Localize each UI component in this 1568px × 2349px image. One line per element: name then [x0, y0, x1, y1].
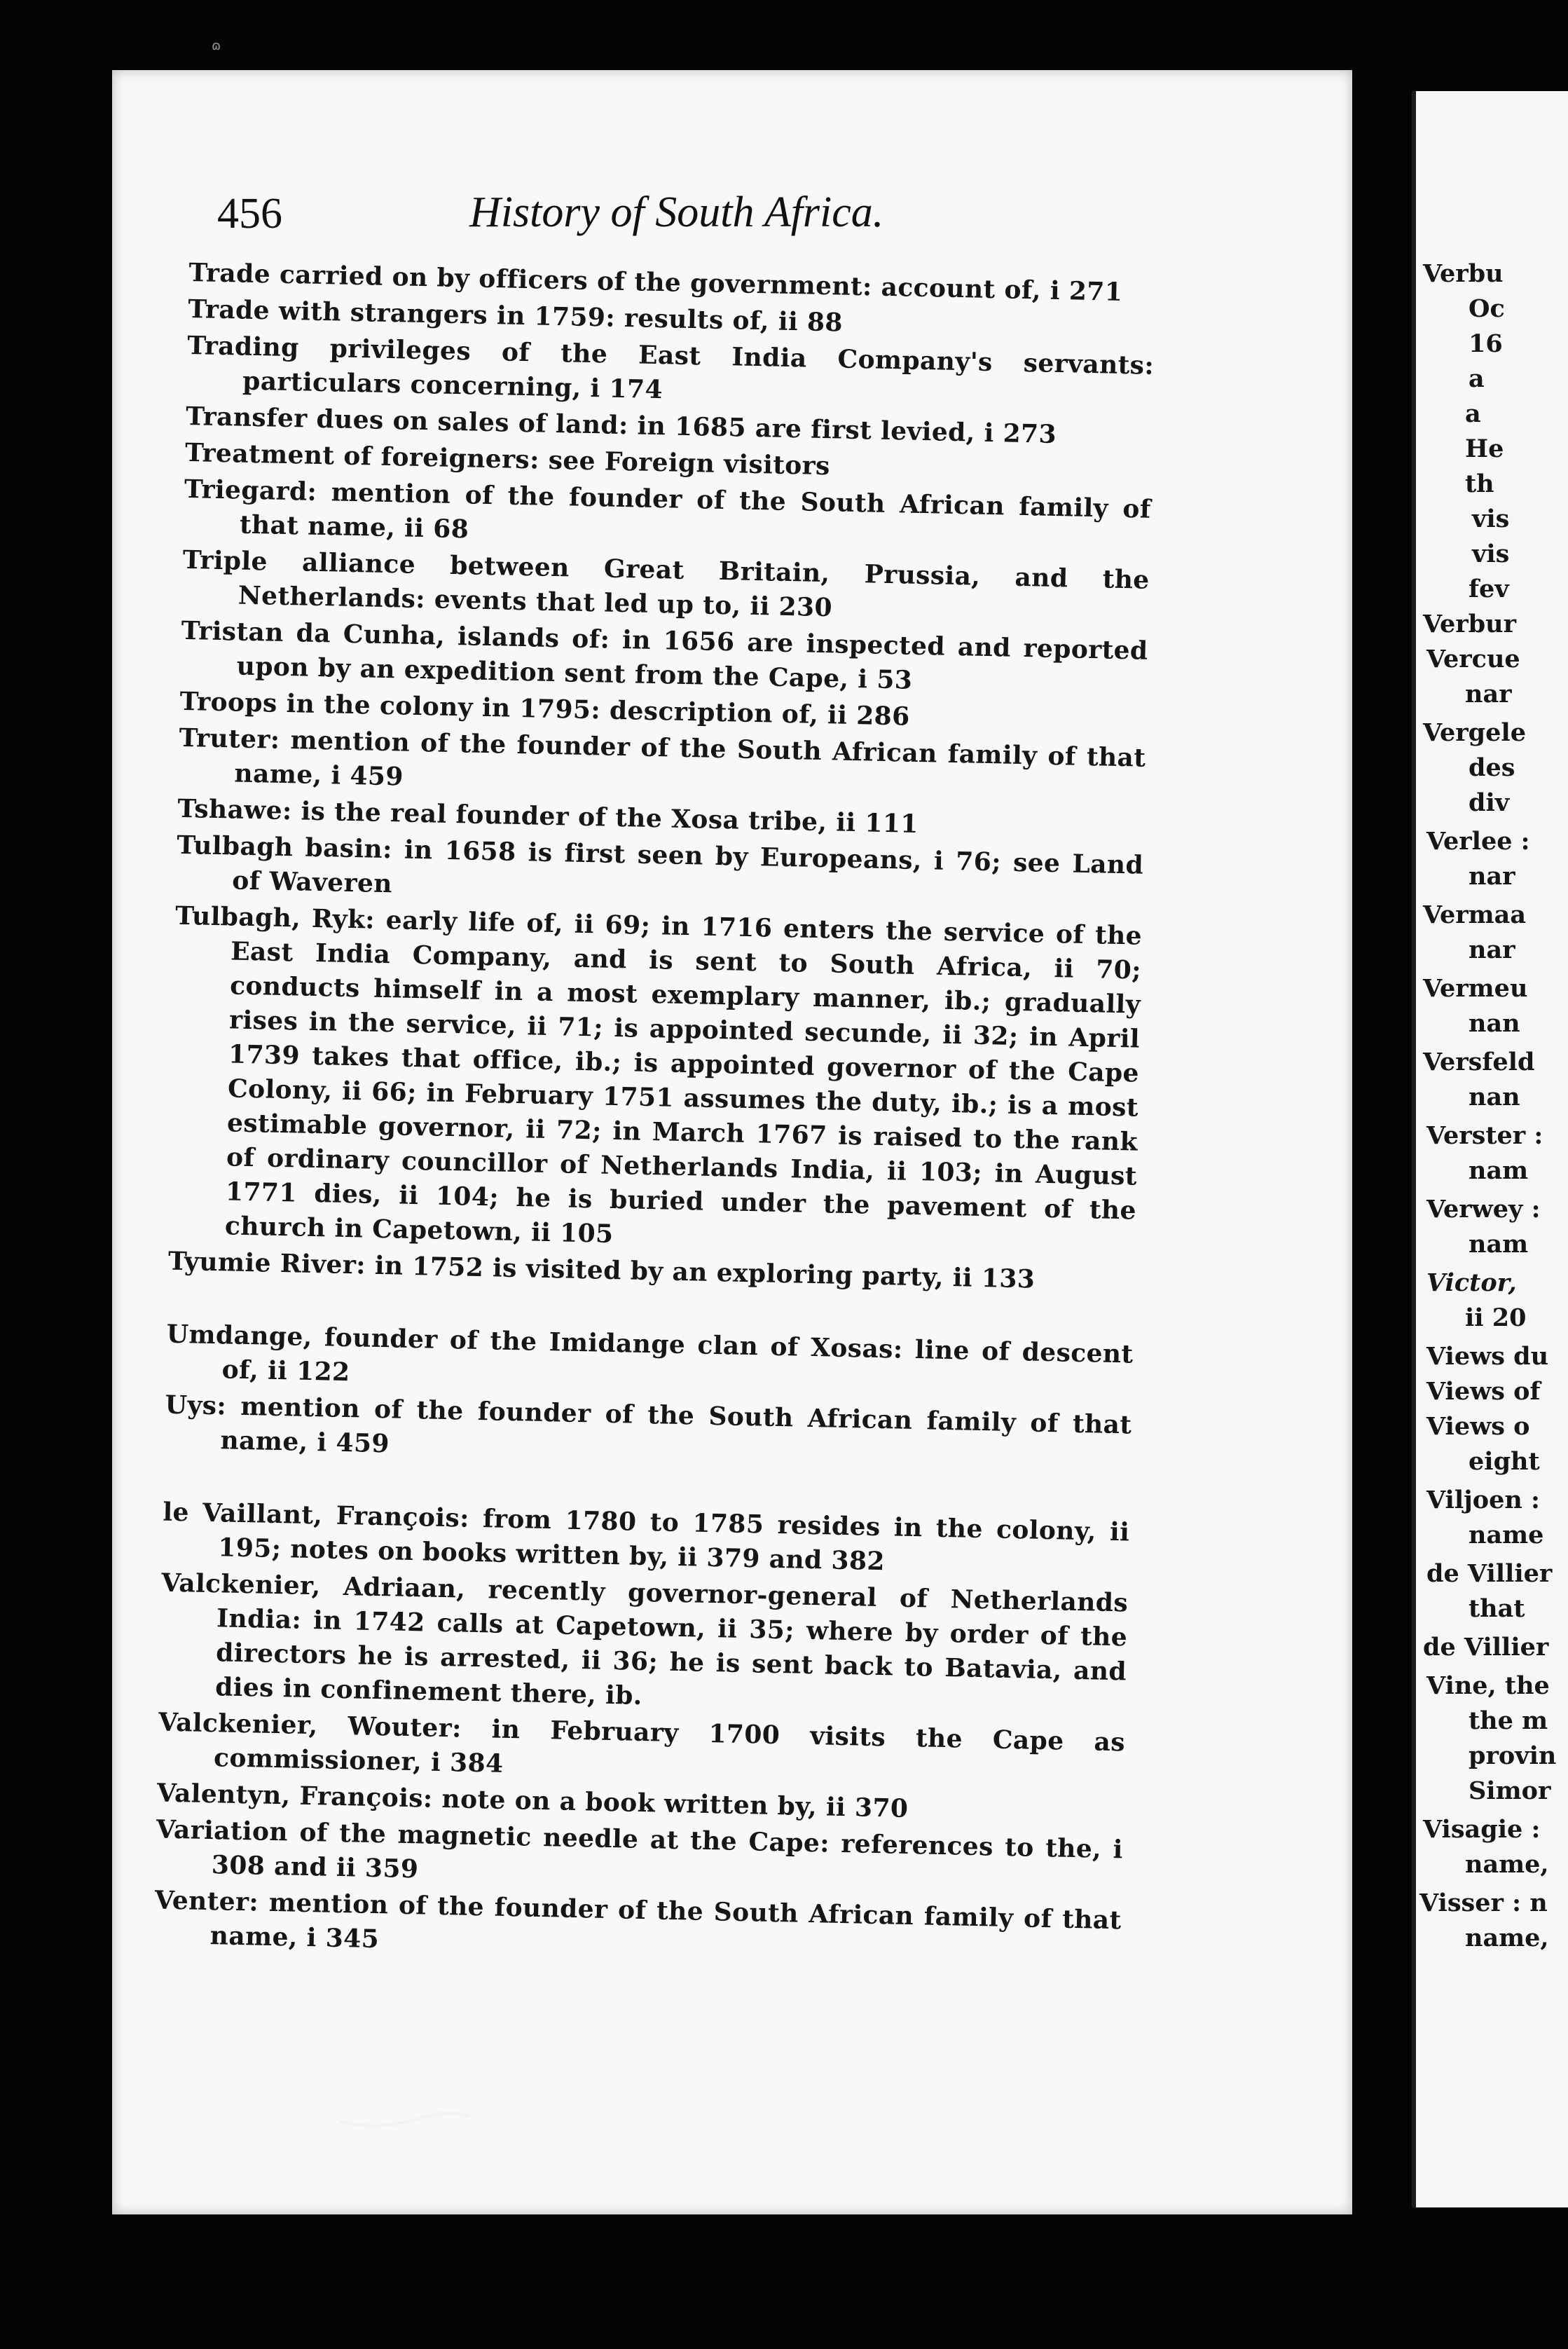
next-page-fragment: nan	[1469, 1083, 1520, 1111]
next-page-fragment: Vergele	[1423, 718, 1526, 747]
index-entry: Trade carried on by officers of the government: account of, i 271	[188, 257, 1123, 307]
next-page-fragment: vis	[1472, 540, 1510, 568]
next-page-fragment: Viljoen :	[1426, 1486, 1540, 1514]
index-entry: Tulbagh basin: in 1658 is first seen by Europeans, i 76; see Land of Waveren	[176, 830, 1144, 899]
index-entry: Troops in the colony in 1795: description of, ii 286	[179, 686, 911, 732]
film-speck: ɷ	[212, 39, 221, 53]
index-entry: Triple alliance between Great Britain, Prussia, and the Netherlands: events that led up to, ii 230	[182, 545, 1150, 623]
index-entry: Triegard: mention of the founder of the South African family of that name, ii 68	[184, 474, 1152, 545]
next-page-fragment: nan	[1469, 1009, 1520, 1038]
index-entry: Variation of the magnetic needle at the Cape: references to the, i 308 and ii 359	[156, 1814, 1124, 1884]
next-page-fragment: nam	[1469, 1156, 1529, 1185]
next-page-fragment: des	[1469, 753, 1515, 782]
next-page-fragment: Verbur	[1423, 610, 1517, 638]
index-entry: Treatment of foreigners: see Foreign visitors	[184, 437, 831, 481]
index-entry: Tristan da Cunha, islands of: in 1656 are inspected and reported upon by an expedition sent from the Cape, i 53	[181, 615, 1148, 695]
index-entries	[153, 256, 1155, 1974]
next-page-fragment: the m	[1469, 1706, 1548, 1735]
next-page-fragment: a	[1465, 399, 1481, 428]
next-page-fragment: Views du	[1426, 1342, 1549, 1371]
index-entry: le Vaillant, François: from 1780 to 1785 resides in the colony, ii 195; notes on books written by, ii 379 and 382	[163, 1497, 1130, 1577]
next-page-fragment: name,	[1465, 1924, 1549, 1952]
next-page-fragment: name,	[1465, 1850, 1549, 1879]
next-page-fragment: Versfeld	[1423, 1048, 1535, 1076]
next-page-fragment: He	[1465, 434, 1504, 463]
index-entry: Trading privileges of the East India Company's servants: particulars concerning, i 174	[186, 330, 1155, 405]
page-header	[217, 175, 1198, 252]
index-entry: Venter: mention of the founder of the South African family of that name, i 345	[154, 1885, 1122, 1954]
next-page-fragment: eight	[1469, 1447, 1540, 1476]
index-entry: Valckenier, Adriaan, recently governor-general of Netherlands India: in 1742 calls at Capetown, ii 35; where by order of the directors he is arrested, ii 36; he is sent back to Batavia, and dies in confinement there, ib.	[160, 1568, 1129, 1711]
index-entry: Trade with strangers in 1759: results of, ii 88	[187, 294, 844, 338]
index-entry: Umdange, founder of the Imidange clan of Xosas: line of descent of, ii 122	[166, 1319, 1134, 1388]
index-entry: Tulbagh, Ryk: early life of, ii 69; in 1716 enters the service of the East India Company, and is sent to South Africa, ii 70; conducts himself in a most exemplary manner, ib.; gradually rises in the service, ii 71; is appointed secunde, ii 32; in April 1739 takes that office, ib.; is appointed governor of the Cape Colony, ii 66; in February 1751 assumes the duty, ib.; is a most estimable governor, ii 72; in March 1767 is raised to the rank of ordinary councillor of Netherlands India, ii 103; in August 1771 dies, ii 104; he is buried under the pavement of the church in Capetown, ii 105	[174, 900, 1143, 1249]
index-entry: Tyumie River: in 1752 is visited by an exploring party, ii 133	[167, 1246, 1036, 1294]
index-entry: Tshawe: is the real founder of the Xosa tribe, ii 111	[177, 793, 919, 839]
next-page-fragment: nar	[1469, 936, 1515, 964]
next-page-fragment: 16	[1469, 329, 1503, 358]
next-page-fragment: Verlee :	[1426, 827, 1530, 856]
next-page-fragment: ii 20	[1465, 1303, 1527, 1332]
next-page-fragment: name	[1469, 1521, 1544, 1549]
next-page-fragment: fev	[1469, 575, 1509, 603]
next-page-fragment: Verster :	[1426, 1121, 1543, 1150]
next-page-fragment: Victor,	[1426, 1268, 1517, 1297]
index-entry: Uys: mention of the founder of the South African family of that name, i 459	[165, 1390, 1132, 1459]
next-page-fragment: nar	[1469, 862, 1515, 891]
next-page-fragment: nam	[1469, 1230, 1529, 1259]
index-entry: Transfer dues on sales of land: in 1685 are first levied, i 273	[185, 401, 1057, 449]
adjacent-page-fragment	[1412, 91, 1568, 2207]
next-page-fragment: de Villier	[1423, 1633, 1549, 1662]
next-page-fragment: Vermaa	[1423, 900, 1527, 929]
film-scratch	[336, 2102, 476, 2130]
next-page-fragment: Vine, the	[1426, 1671, 1550, 1700]
next-page-fragment: Oc	[1469, 294, 1505, 323]
next-page-fragment: vis	[1472, 505, 1510, 533]
next-page-fragment: Views of	[1426, 1377, 1541, 1406]
next-page-fragment: Visser : n	[1419, 1889, 1548, 1917]
next-page-fragment: Verbu	[1423, 259, 1504, 288]
next-page-fragment: nar	[1465, 680, 1512, 708]
running-title: History of South Africa.	[469, 189, 884, 236]
index-entry: Valckenier, Wouter: in February 1700 visits the Cape as commissioner, i 384	[158, 1707, 1126, 1779]
next-page-fragment: that	[1469, 1594, 1525, 1623]
next-page-fragment: th	[1465, 470, 1494, 498]
next-page-fragment: Vercue	[1426, 645, 1520, 673]
next-page-fragment: provin	[1469, 1741, 1557, 1770]
next-page-fragment: div	[1469, 788, 1510, 817]
next-page-fragment: Visagie :	[1423, 1815, 1541, 1844]
next-page-fragment: a	[1469, 364, 1485, 393]
index-entry: Valentyn, François: note on a book written by, ii 370	[156, 1778, 909, 1823]
next-page-fragment: Simor	[1469, 1776, 1551, 1805]
next-page-fragment: Vermeu	[1423, 974, 1528, 1003]
next-page-fragment: Views o	[1426, 1412, 1530, 1441]
index-entry: Truter: mention of the founder of the South African family of that name, i 459	[179, 722, 1146, 792]
page-number: 456	[217, 190, 282, 238]
next-page-fragment: de Villier	[1426, 1559, 1553, 1588]
next-page-fragment: Verwey :	[1426, 1195, 1541, 1224]
